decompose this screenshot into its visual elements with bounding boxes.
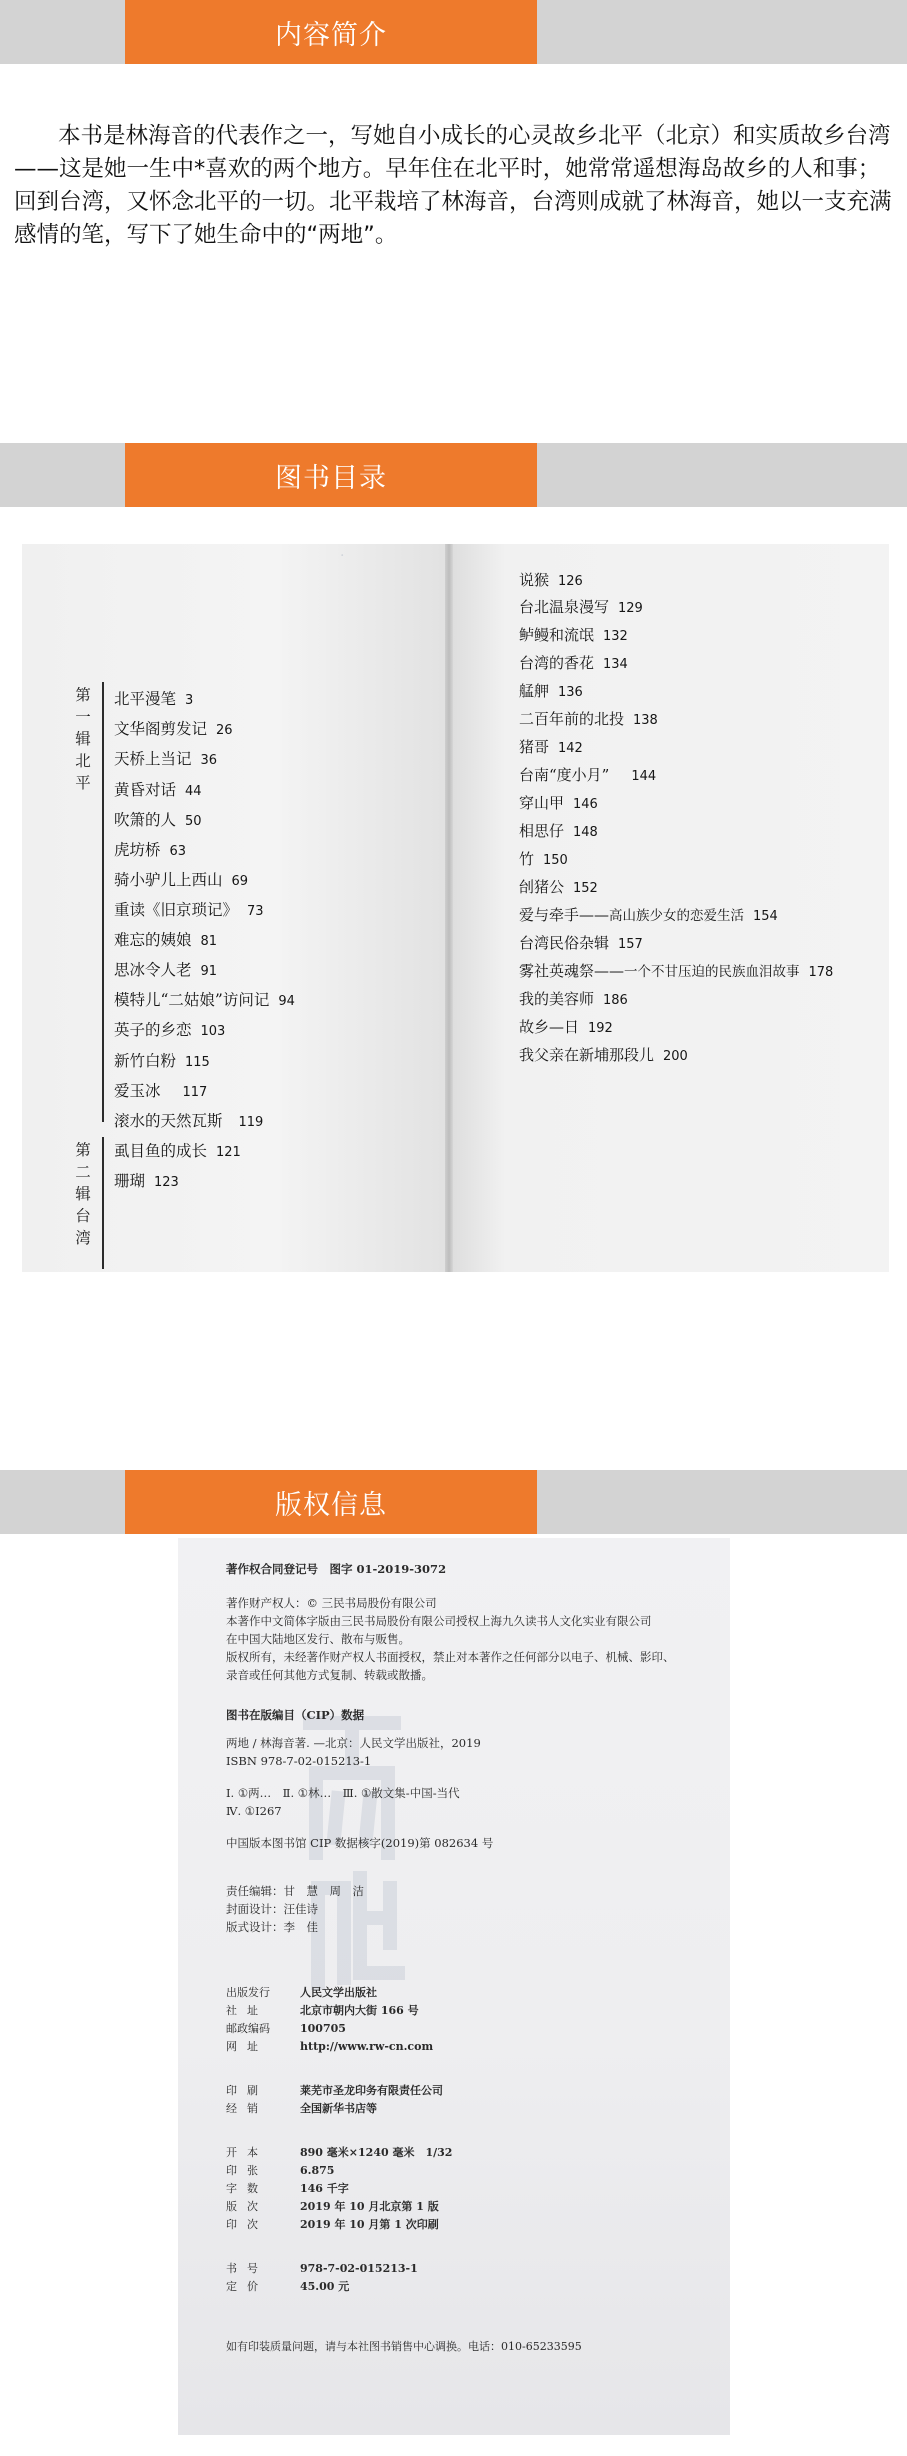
toc-entry xyxy=(114,1018,225,1040)
rights-line: 录音或任何其他方式复制、转载或散播。 xyxy=(226,1668,433,1682)
copyright-section-title: 版权信息 xyxy=(125,1470,537,1534)
intro-section-bar xyxy=(0,0,907,64)
spec-value: 890 毫米×1240 毫米 1/32 xyxy=(300,2146,453,2159)
intro-paragraph-block xyxy=(14,120,898,252)
intro-paragraph: 本书是林海音的代表作之一，写她自小成长的心灵故乡北平（北京）和实质故乡台湾——这是她一生中*喜欢的两个地方。早年住在北平时，她常常遥想海岛故乡的人和事；回到台湾，又怀念北平的一切。北平栽培了林海音，台湾则成就了林海音，她以一支充满感情的笔，写下了她生命中的“两地”。 xyxy=(14,123,892,248)
toc-entry-title: 吹箫的人 xyxy=(114,811,177,829)
toc-part2-label-text: 第二辑台湾 xyxy=(75,1141,91,1247)
publisher-row xyxy=(226,2002,419,2018)
toc-part2-rule xyxy=(102,1137,104,1269)
toc-entry-page: 178 xyxy=(808,965,834,980)
publisher-row xyxy=(226,1984,377,2000)
toc-entry xyxy=(519,736,583,757)
cip-line: ISBN 978-7-02-015213-1 xyxy=(226,1754,372,1768)
publisher-key: 邮政编码 xyxy=(226,2022,270,2035)
publisher-value: http://www.rw-cn.com xyxy=(300,2040,434,2053)
spec-row xyxy=(226,2144,452,2160)
toc-entry-title: 说猴 xyxy=(519,571,550,589)
toc-entry-subtitle: 一个不甘压迫的民族血泪故事 xyxy=(624,964,800,980)
toc-entry-page: 73 xyxy=(247,904,264,919)
toc-entry xyxy=(114,717,233,739)
toc-entry-page: 94 xyxy=(278,994,295,1009)
toc-entry-page: 150 xyxy=(543,853,568,868)
toc-entry-title: 台南“度小月” xyxy=(519,766,610,784)
toc-entry-title: 重读《旧京琐记》 xyxy=(114,901,239,919)
isbn-key: 书号 xyxy=(226,2262,268,2275)
spec-value: 146 千字 xyxy=(300,2182,349,2195)
toc-entry xyxy=(519,876,598,897)
toc-gutter xyxy=(445,544,453,1272)
toc-entry-title: 英子的乡恋 xyxy=(114,1021,192,1039)
spec-key: 版次 xyxy=(226,2200,268,2213)
toc-entry-page: 50 xyxy=(185,814,202,829)
toc-entry-title: 台湾民俗杂辑 xyxy=(519,934,610,952)
isbn-value: 978-7-02-015213-1 xyxy=(300,2262,418,2275)
printing-key: 经销 xyxy=(226,2102,268,2115)
toc-entry xyxy=(114,928,217,950)
toc-part1-label-text: 第一辑北平 xyxy=(75,686,91,792)
toc-entry-page: 115 xyxy=(185,1055,210,1070)
classification-line: Ⅰ. ①两… Ⅱ. ①林… Ⅲ. ①散文集-中国-当代 xyxy=(226,1786,460,1800)
toc-entry-title: 骑小驴儿上西山 xyxy=(114,871,223,889)
toc-entry-title: 猪哥 xyxy=(519,738,550,756)
toc-entry-title: 天桥上当记 xyxy=(114,750,192,768)
classification-line: Ⅳ. ①I267 xyxy=(226,1804,282,1818)
copyright-section-bar xyxy=(0,1470,907,1534)
publisher-row xyxy=(226,2038,433,2054)
toc-section-title: 图书目录 xyxy=(125,443,537,507)
toc-part2-label xyxy=(70,1139,96,1249)
toc-entry xyxy=(519,792,598,813)
toc-entry xyxy=(519,624,628,645)
intro-section-title: 内容简介 xyxy=(125,0,537,64)
toc-entry-subtitle: 高山族少女的恋爱生活 xyxy=(609,908,745,924)
toc-entry-title: 台北温泉漫写 xyxy=(519,598,610,616)
toc-entry-page: 132 xyxy=(603,629,628,644)
toc-entry-title: 穿山甲 xyxy=(519,794,565,812)
copyright-photo xyxy=(178,1538,730,2435)
rights-line: 在中国大陆地区发行、散布与贩售。 xyxy=(226,1632,410,1646)
toc-entry-title: 虎坊桥 xyxy=(114,841,161,859)
toc-entry-page: 91 xyxy=(200,964,218,979)
toc-entry-page: 144 xyxy=(631,769,657,784)
toc-entry-page: 146 xyxy=(573,797,598,812)
credit-line: 版式设计：李 佳 xyxy=(226,1920,318,1934)
credit-line: 封面设计：汪佳诗 xyxy=(226,1902,318,1916)
publisher-value: 人民文学出版社 xyxy=(300,1986,377,1999)
toc-entry-page: 119 xyxy=(238,1115,264,1130)
toc-entry xyxy=(114,1049,210,1071)
spec-row xyxy=(226,2216,439,2232)
toc-entry xyxy=(519,764,656,785)
toc-entry xyxy=(519,932,643,953)
toc-part1-rule xyxy=(102,682,104,1122)
toc-entry-title: 模特儿“二姑娘”访问记 xyxy=(114,991,270,1009)
spec-key: 印张 xyxy=(226,2164,268,2177)
toc-entry-title: 北平漫笔 xyxy=(114,690,177,708)
toc-entry-page: 117 xyxy=(182,1085,208,1100)
toc-entry xyxy=(114,958,217,980)
rights-line: 本著作中文简体字版由三民书局股份有限公司授权上海九久读书人文化实业有限公司 xyxy=(226,1614,652,1628)
toc-entry-title: 思冰令人老 xyxy=(114,961,192,979)
toc-entry xyxy=(114,838,186,860)
toc-entry-page: 148 xyxy=(573,825,598,840)
toc-entry-title: 新竹白粉 xyxy=(114,1052,177,1070)
toc-entry xyxy=(519,569,583,590)
contract-registration: 著作权合同登记号 图字 01-2019-3072 xyxy=(226,1562,447,1576)
toc-entry-title: 难忘的姨娘 xyxy=(114,931,192,949)
spec-row xyxy=(226,2198,439,2214)
toc-entry xyxy=(519,708,658,729)
spec-row xyxy=(226,2180,349,2196)
toc-entry-title: 我父亲在新埔那段儿 xyxy=(519,1046,655,1064)
toc-entry-page: 26 xyxy=(216,723,233,738)
toc-section-bar xyxy=(0,443,907,507)
toc-entry-page: 134 xyxy=(603,657,628,672)
toc-entry-page: 121 xyxy=(216,1145,241,1160)
toc-entry-title: 故乡—日 xyxy=(519,1018,580,1036)
cip-heading: 图书在版编目（CIP）数据 xyxy=(226,1708,365,1722)
toc-photo xyxy=(22,544,889,1272)
spec-value: 2019 年 10 月北京第 1 版 xyxy=(300,2200,439,2213)
publisher-key: 出版发行 xyxy=(226,1986,270,1999)
toc-entry xyxy=(519,960,833,981)
toc-entry xyxy=(114,808,202,830)
toc-entry-page: 200 xyxy=(663,1049,688,1064)
toc-entry-page: 142 xyxy=(558,741,583,756)
isbn-value: 45.00 元 xyxy=(300,2280,350,2293)
toc-entry-title: 滚水的天然瓦斯 xyxy=(114,1112,223,1130)
toc-entry xyxy=(114,1109,263,1131)
toc-entry xyxy=(519,820,598,841)
toc-entry-title: 艋舺 xyxy=(519,682,550,700)
toc-entry-title: 相思仔 xyxy=(519,822,565,840)
toc-entry-title: 爱玉冰 xyxy=(114,1082,161,1100)
toc-entry xyxy=(114,747,217,769)
toc-entry xyxy=(519,848,568,869)
isbn-key: 定价 xyxy=(226,2280,268,2293)
toc-entry xyxy=(114,868,248,890)
isbn-row xyxy=(226,2278,349,2294)
toc-entry xyxy=(114,898,264,920)
toc-entry-title: 鲈鳗和流氓 xyxy=(519,626,595,644)
toc-entry-title: 爱与牵手—— xyxy=(519,906,610,924)
spec-key: 开本 xyxy=(226,2146,268,2159)
toc-entry-title: 虱目鱼的成长 xyxy=(114,1142,208,1160)
publisher-key: 社址 xyxy=(226,2004,268,2017)
toc-left-page: · xyxy=(22,544,445,1272)
toc-entry-page: 63 xyxy=(169,844,187,859)
toc-entry-title: 文华阁剪发记 xyxy=(114,720,208,738)
toc-part1-label xyxy=(70,684,96,794)
printing-row xyxy=(226,2100,377,2116)
spec-key: 字数 xyxy=(226,2182,268,2195)
spec-value: 6.875 xyxy=(300,2164,335,2177)
toc-entry-page: 81 xyxy=(200,934,218,949)
toc-entry-page: 69 xyxy=(231,874,249,889)
toc-entry-page: 36 xyxy=(200,753,218,768)
toc-entry-page: 136 xyxy=(558,685,583,700)
toc-entry-page: 154 xyxy=(753,909,778,924)
toc-entry xyxy=(114,988,295,1010)
toc-entry-page: 129 xyxy=(618,601,643,616)
toc-entry-title: 珊瑚 xyxy=(114,1172,146,1190)
publisher-row xyxy=(226,2020,346,2036)
toc-entry-page: 157 xyxy=(618,937,643,952)
toc-entry xyxy=(519,596,643,617)
toc-entry-page: 192 xyxy=(588,1021,613,1036)
toc-entry-title: 黄昏对话 xyxy=(114,781,177,799)
publisher-value: 100705 xyxy=(300,2022,346,2035)
spec-value: 2019 年 10 月第 1 次印刷 xyxy=(300,2218,439,2231)
toc-entry xyxy=(519,1044,688,1065)
toc-entry xyxy=(114,778,202,800)
toc-entry-page: 103 xyxy=(200,1024,226,1039)
printing-value: 莱芜市圣龙印务有限责任公司 xyxy=(300,2084,443,2097)
isbn-row xyxy=(226,2260,418,2276)
toc-entry xyxy=(114,687,193,709)
toc-entry-page: 152 xyxy=(573,881,598,896)
toc-entry-page: 126 xyxy=(558,574,583,589)
rights-line: 著作财产权人：© 三民书局股份有限公司 xyxy=(226,1596,437,1610)
publisher-key: 网址 xyxy=(226,2040,268,2053)
toc-entry xyxy=(519,652,628,673)
toc-entry-title: 我的美容师 xyxy=(519,990,595,1008)
rights-line: 版权所有，未经著作财产权人书面授权，禁止对本著作之任何部分以电子、机械、影印、 xyxy=(226,1650,675,1664)
spec-row xyxy=(226,2162,334,2178)
printing-row xyxy=(226,2082,443,2098)
toc-entry-title: 二百年前的北投 xyxy=(519,710,625,728)
toc-entry xyxy=(519,904,778,925)
toc-entry xyxy=(519,680,583,701)
credit-line: 责任编辑：甘 慧 周 洁 xyxy=(226,1884,364,1898)
toc-entry-title: 刣猪公 xyxy=(519,878,565,896)
toc-entry xyxy=(114,1079,207,1101)
toc-entry-title: 竹 xyxy=(519,850,535,868)
toc-entry xyxy=(519,1016,613,1037)
quality-notice: 如有印装质量问题，请与本社图书销售中心调换。电话：010-65233595 xyxy=(226,2340,582,2353)
toc-entry xyxy=(519,988,628,1009)
toc-entry xyxy=(114,1169,179,1191)
cip-line: 两地 / 林海音著. —北京：人民文学出版社，2019 xyxy=(226,1736,481,1750)
toc-entry-page: 44 xyxy=(185,784,202,799)
publisher-value: 北京市朝内大街 166 号 xyxy=(300,2004,419,2017)
toc-entry xyxy=(114,1139,241,1161)
toc-entry-title: 台湾的香花 xyxy=(519,654,595,672)
cip-number: 中国版本图书馆 CIP 数据核字(2019)第 082634 号 xyxy=(226,1836,494,1850)
printing-value: 全国新华书店等 xyxy=(300,2102,377,2115)
toc-entry-title: 雾社英魂祭—— xyxy=(519,962,625,980)
printing-key: 印刷 xyxy=(226,2084,268,2097)
toc-entry-page: 186 xyxy=(603,993,628,1008)
spec-key: 印次 xyxy=(226,2218,268,2231)
toc-entry-page: 3 xyxy=(185,693,194,708)
toc-entry-page: 138 xyxy=(633,713,658,728)
toc-entry-page: 123 xyxy=(154,1175,179,1190)
